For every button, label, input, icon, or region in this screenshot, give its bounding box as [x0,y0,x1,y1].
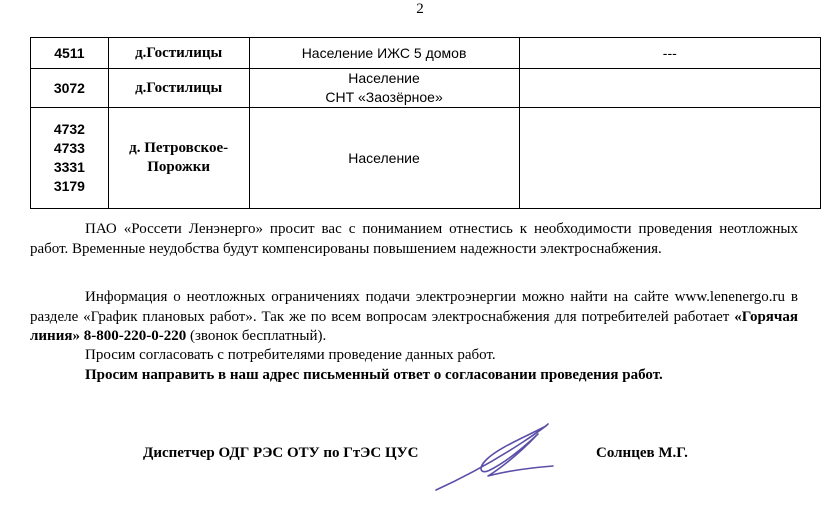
paragraph-reply-request: Просим направить в наш адрес письменный ответ о согласовании проведения работ. [85,367,663,383]
paragraph-apology: ПАО «Россети Ленэнерго» просит вас с пониманием отнестись к необходимости проведения неотложных работ. Временные неудобства будут компенсированы повышением надежности электроснабжения. [30,221,798,257]
consumer-line: СНТ «Заозёрное» [325,89,443,105]
feeder-code: 4733 [53,140,85,156]
feeder-code: 4732 [53,121,85,137]
paragraph-request: Просим согласовать с потребителями проведение данных работ. [85,347,496,363]
consumers [249,38,519,69]
hotline-number: 8-800-220-0-220 [83,328,187,344]
settlement [108,69,249,108]
settlement-line: д.Гостилицы [135,44,223,61]
note [519,69,820,108]
feeder-code: 3072 [53,79,85,96]
feeder-codes [31,108,109,209]
signer-title: Диспетчер ОДГ РЭС ОТУ по ГтЭС ЦУС [143,445,419,461]
table-row [31,69,821,108]
settlement-line: д.Гостилицы [135,79,223,96]
settlement [108,38,249,69]
consumer-line: Население ИЖС 5 домов [301,44,467,61]
table-row [31,108,821,209]
settlement-line: д. Петровское- [129,140,229,156]
consumer-line: Население [348,70,420,86]
feeder-code: 4511 [54,44,85,61]
handwritten-signature-icon [428,420,558,495]
outage-table [30,37,821,209]
note [519,108,820,209]
signer-name: Солнцев М.Г. [596,445,688,461]
hotline-label: «Горячая линия» [30,308,798,344]
paragraph-info [30,288,798,347]
table-row [31,38,821,69]
info-text-end: (звонок бесплатный). [186,328,327,344]
settlement-line: Порожки [147,159,211,175]
feeder-code: 3331 [53,159,85,175]
page-number: 2 [416,1,424,17]
info-text: Информация о неотложных ограничениях подачи электроэнергии можно найти на сайте www.lenenergo.ru в разделе «График плановых работ». Так же по всем вопросам электроснабжения для потребителей работает [30,289,798,325]
settlement [108,108,249,209]
consumers [249,69,519,108]
note: --- [519,38,820,69]
feeder-codes [31,38,109,69]
feeder-code: 3179 [53,178,85,194]
feeder-codes [31,69,109,108]
consumers [249,108,519,209]
consumer-line: Население [348,149,420,166]
